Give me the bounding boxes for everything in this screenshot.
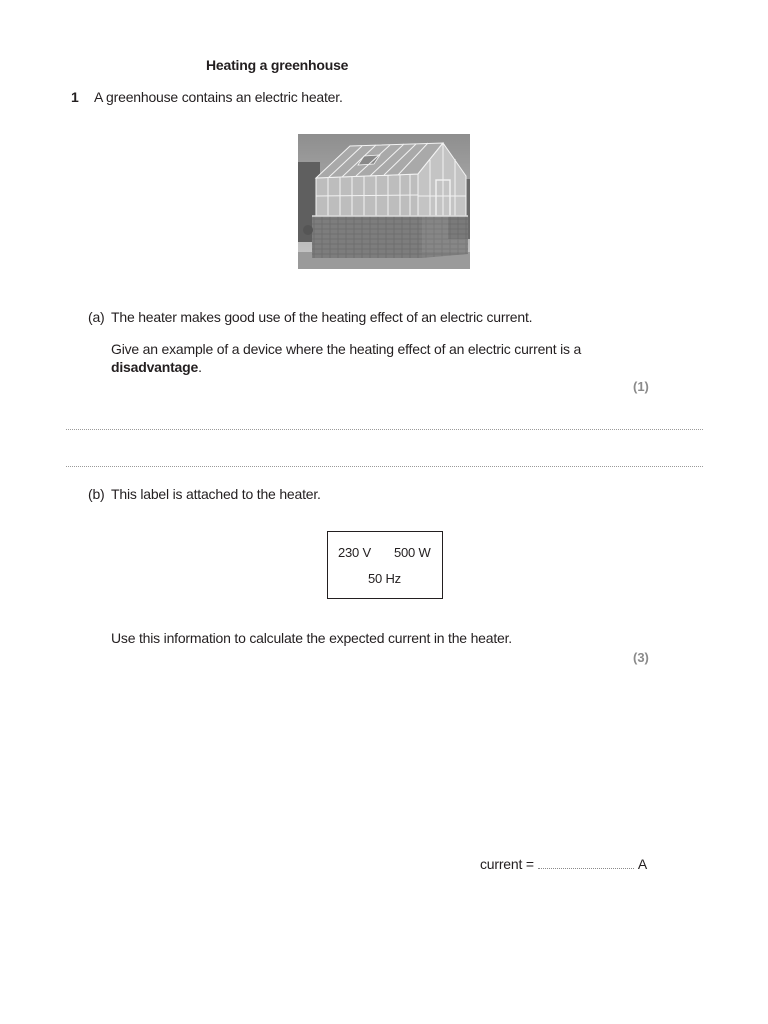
greenhouse-photo (298, 134, 470, 269)
frequency-rating: 50 Hz (368, 571, 401, 586)
part-b-marks: (3) (633, 650, 649, 665)
part-b-instruction: Use this information to calculate the expected current in the heater. (111, 630, 512, 646)
voltage-rating: 230 V (338, 545, 371, 560)
current-answer-line[interactable] (538, 868, 634, 869)
emphasis-word: disadvantage (111, 359, 199, 375)
part-a-question: Give an example of a device where the heating effect of an electric current is a (111, 341, 582, 357)
current-unit: A (637, 856, 647, 872)
current-prefix: current = (480, 856, 534, 872)
part-a-label: (a) (88, 309, 105, 325)
answer-line-a-2[interactable] (66, 466, 703, 467)
part-b-label: (b) (88, 486, 105, 502)
current-answer-row (480, 856, 647, 872)
part-a-question-continued (111, 359, 202, 375)
answer-line-a-1[interactable] (66, 429, 703, 430)
part-a-statement: The heater makes good use of the heating effect of an electric current. (111, 309, 533, 325)
power-rating: 500 W (394, 545, 431, 560)
page-title: Heating a greenhouse (206, 57, 349, 73)
question-stem: A greenhouse contains an electric heater. (94, 89, 343, 105)
part-b-intro: This label is attached to the heater. (111, 486, 321, 502)
part-a-marks: (1) (633, 379, 649, 394)
period: . (198, 359, 202, 375)
question-number: 1 (71, 89, 79, 105)
rating-label-box (327, 531, 443, 599)
